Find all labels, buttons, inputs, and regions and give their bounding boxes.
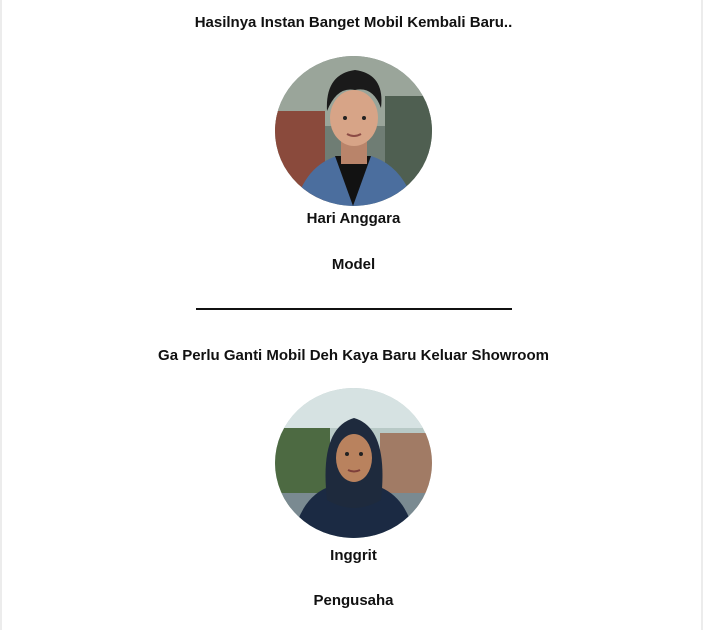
- avatar-inggrit: [275, 388, 432, 538]
- testimonial-role: Model: [331, 256, 376, 273]
- avatar-hari-anggara: [275, 56, 432, 206]
- testimonial-name: Inggrit: [330, 547, 377, 564]
- section-divider: [196, 308, 512, 310]
- testimonial-name: Hari Anggara: [306, 210, 401, 227]
- testimonial-role: Pengusaha: [313, 592, 394, 609]
- testimonial-quote: Ga Perlu Ganti Mobil Deh Kaya Baru Keluar Showroom: [158, 347, 549, 364]
- testimonial-quote: Hasilnya Instan Banget Mobil Kembali Baru..: [194, 14, 513, 31]
